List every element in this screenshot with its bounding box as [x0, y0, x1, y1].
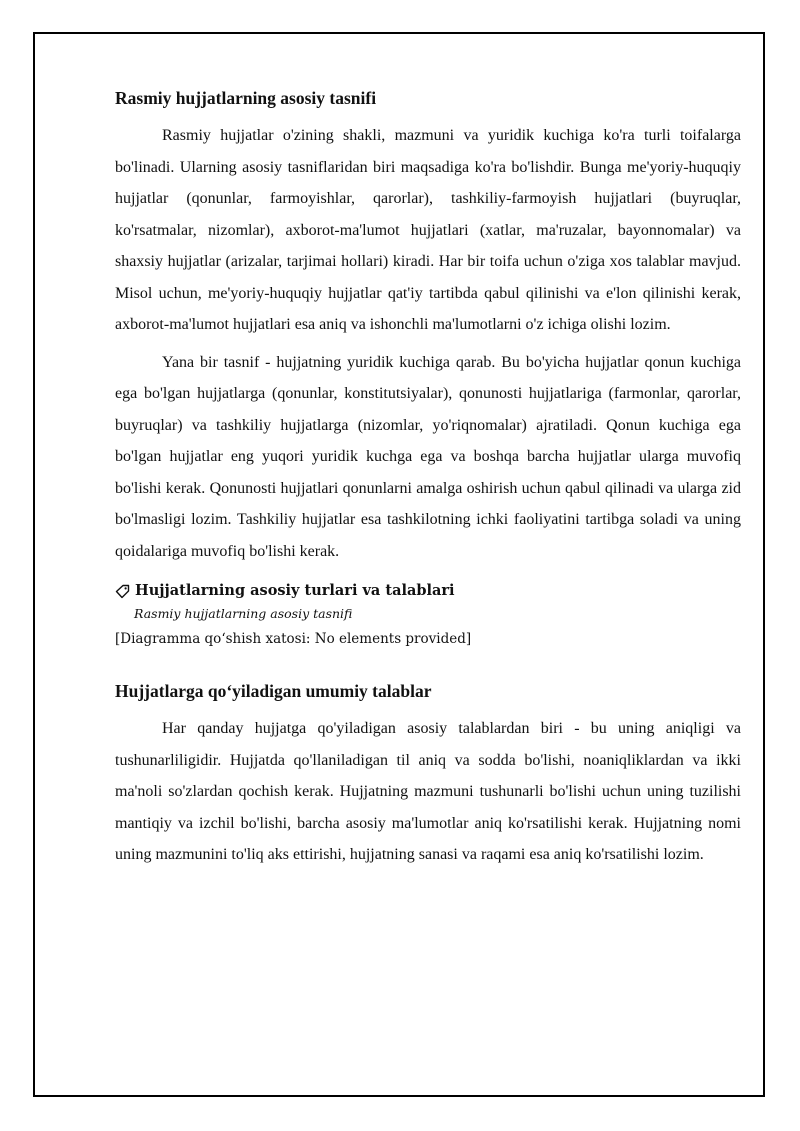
section-title: Rasmiy hujjatlarning asosiy tasnifi	[115, 88, 377, 108]
diagram-heading	[115, 581, 741, 601]
diagram-heading-text: Hujjatlarning asosiy turlari va talablari	[135, 582, 455, 599]
document-body	[115, 86, 741, 877]
diagram-block	[115, 581, 741, 649]
tag-icon	[115, 584, 130, 599]
paragraph: Rasmiy hujjatlar o'zining shakli, mazmuni va yuridik kuchiga ko'ra turli toifalarga bo'linadi. Ularning asosiy tasniflaridan biri maqsadiga ko'ra bo'lishdir. Bunga me'yoriy-huquqiy hujjatlar (qonunlar, farmoyishlar, qarorlar), tashkiliy-farmoyish hujjatlari (buyruqlar, ko'rsatmalar, nizomlar), axborot-ma'lumot hujjatlari (xatlar, ma'ruzalar, bayonnomalar) va shaxsiy hujjatlar (arizalar, tarjimai hollari) kiradi. Har bir toifa uchun o'ziga xos talablar mavjud. Misol uchun, me'yoriy-huquqiy hujjatlar qat'iy tartibda qabul qilinishi va e'lon qilinishi kerak, axborot-ma'lumot hujjatlari esa aniq va ishonchli ma'lumotlarni o'z ichiga olishi lozim.	[115, 127, 741, 333]
section-title: Hujjatlarga qoʻyiladigan umumiy talablar	[115, 681, 432, 701]
paragraph: Yana bir tasnif - hujjatning yuridik kuchiga qarab. Bu bo'yicha hujjatlar qonun kuchiga ega bo'lgan hujjatlarga (qonunlar, konstitutsiyalar), qonunosti hujjatlariga (farmonlar, qarorlar, buyruqlar) va tashkiliy hujjatlarga (nizomlar, yo'riqnomalar) ajratiladi. Qonun kuchiga ega bo'lgan hujjatlar eng yuqori yuridik kuchga ega va boshqa barcha hujjatlar ularga muvofiq bo'lishi kerak. Qonunosti hujjatlari qonunlarni amalga oshirish uchun qabul qilinadi va ularga zid bo'lmasligi lozim. Tashkiliy hujjatlar esa tashkilotning ichki faoliyatini tartibga soladi va uning qoidalariga muvofiq bo'lishi kerak.	[115, 353, 741, 560]
paragraph: Har qanday hujjatga qo'yiladigan asosiy talablardan biri - bu uning aniqligi va tushunarliligidir. Hujjatda qo'llaniladigan til aniq va sodda bo'lishi, noaniqliklardan va ikki ma'noli so'zlardan qochish kerak. Hujjatning mazmuni tushunarli bo'lishi uchun uning tuzilishi mantiqiy va izchil bo'lishi, barcha asosiy ma'lumotlar aniq ko'rsatilishi kerak. Hujjatning nomi uning mazmunini to'liq aks ettirishi, hujjatning sanasi va raqami esa aniq ko'rsatilishi lozim.	[115, 720, 741, 863]
diagram-caption: Rasmiy hujjatlarning asosiy tasnifi	[134, 606, 353, 621]
diagram-error-message: [Diagramma qo‘shish xatosi: No elements provided]	[115, 631, 472, 647]
